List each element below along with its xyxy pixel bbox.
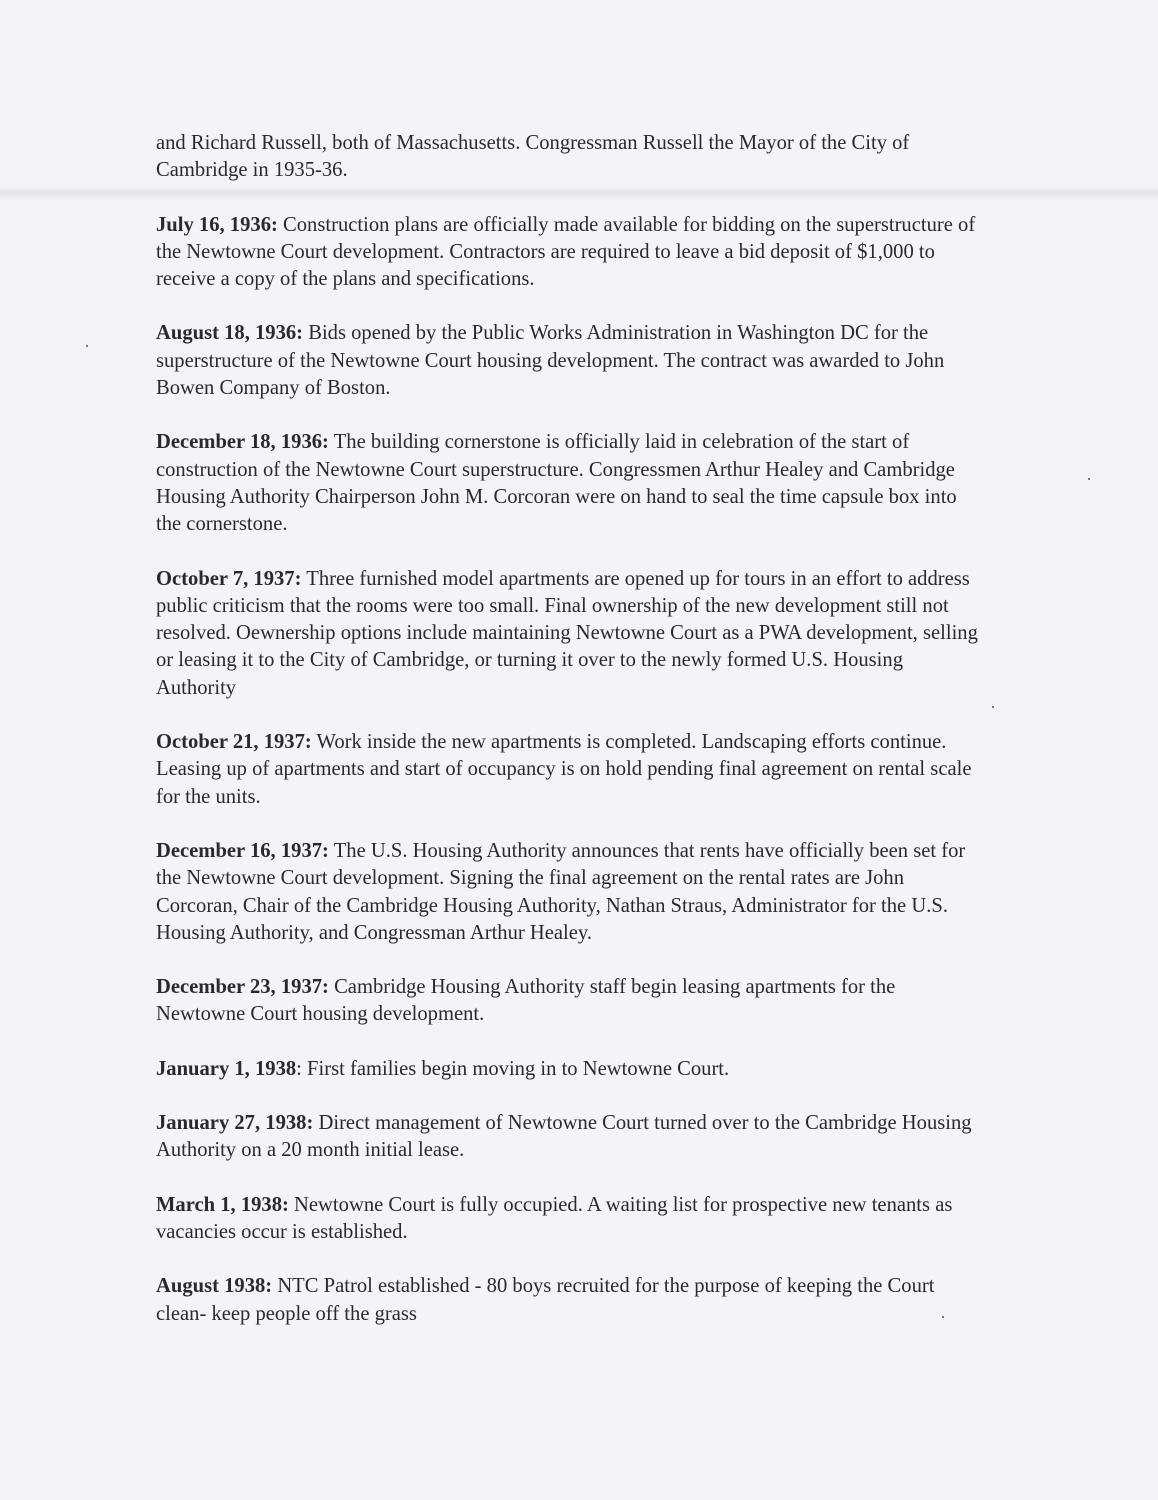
entry-date: December 18, 1936: [156,431,329,454]
timeline-entry [156,974,986,1029]
scan-speck [1088,478,1090,480]
entry-date: July 16, 1936: [156,213,278,236]
entry-date: August 18, 1936: [156,322,304,345]
entry-date: December 23, 1937: [156,976,329,999]
timeline-entry [156,1056,986,1083]
entry-date: March 1, 1938: [156,1193,289,1216]
document-body [156,130,986,1328]
timeline-entry [156,429,986,538]
timeline-entry [156,1273,986,1328]
entry-text: Three furnished model apartments are opened up for tours in an effort to address public criticism that the rooms were too small. Final ownership of the new development still not resolved. Oewnership options include maintaining Newtowne Court as a PWA development, selling or leasing it to the City of Cambridge, or turning it over to the newly formed U.S. Housing Authority [156,567,978,699]
timeline-entry [156,320,986,402]
timeline-entry [156,729,986,811]
entry-date: October 21, 1937: [156,731,312,754]
timeline-entry [156,566,986,702]
timeline-entry [156,212,986,294]
timeline-entry [156,838,986,947]
entry-text: NTC Patrol established - 80 boys recruited for the purpose of keeping the Court clean- keep people off the grass [156,1275,935,1325]
intro-paragraph: and Richard Russell, both of Massachusetts. Congressman Russell the Mayor of the City of Cambridge in 1935-36. [156,132,910,182]
entry-date: August 1938: [156,1275,273,1298]
entry-text: Work inside the new apartments is completed. Landscaping efforts continue. Leasing up of apartments and start of occupancy is on hold pending final agreement on rental scale for the units. [156,731,972,808]
scan-speck [86,345,88,347]
entry-date: January 1, 1938 [156,1057,297,1080]
entry-text: Newtowne Court is fully occupied. A waiting list for prospective new tenants as vacancies occur is established. [156,1193,953,1243]
entry-date: January 27, 1938: [156,1112,314,1135]
entry-text: Direct management of Newtowne Court turned over to the Cambridge Housing Authority on a 20 month initial lease. [156,1112,972,1162]
entry-text: Construction plans are officially made available for bidding on the superstructure of the Newtowne Court development. Contractors are required to leave a bid deposit of $1,000 to receive a copy of the plans and specifications. [156,213,976,291]
entry-text: : First families begin moving in to Newtowne Court. [296,1057,730,1080]
entry-text: The U.S. Housing Authority announces that rents have officially been set for the Newtowne Court development. Signing the final agreement on the rental rates are John Corcoran, Chair of the Cambridge Housing Authority, Nathan Straus, Administrator for the U.S. Housing Authority, and Congressman Arthur Healey. [156,839,966,944]
entry-text: Bids opened by the Public Works Administration in Washington DC for the superstructure of the Newtowne Court housing development. The contract was awarded to John Bowen Company of Boston. [156,322,945,400]
timeline-entry [156,1110,986,1165]
entry-date: October 7, 1937: [156,567,302,590]
entry-text: The building cornerstone is officially laid in celebration of the start of construction of the Newtowne Court superstructure. Congressmen Arthur Healey and Cambridge Housing Authority Chairperson John M. Corcoran were on hand to seal the time capsule box into the cornerstone. [156,431,957,536]
scan-speck [992,706,994,708]
entry-text: Cambridge Housing Authority staff begin leasing apartments for the Newtowne Court housing development. [156,976,896,1026]
entry-date: December 16, 1937: [156,839,329,862]
timeline-entry [156,1192,986,1247]
